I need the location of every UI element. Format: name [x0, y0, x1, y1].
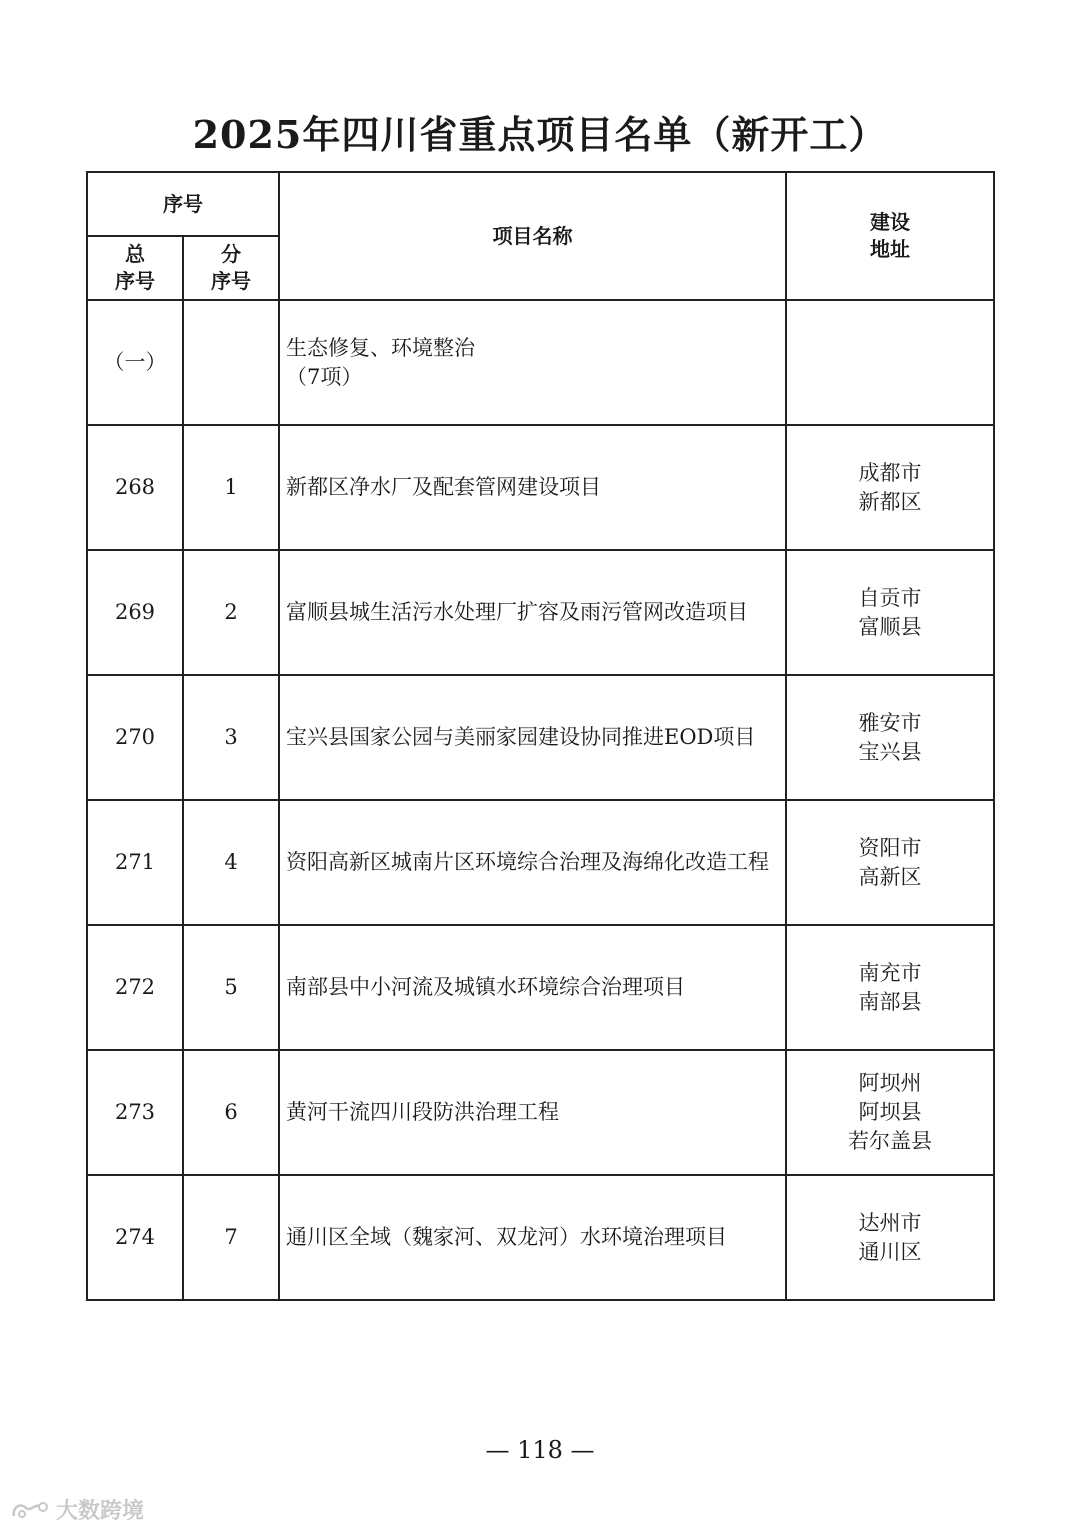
table-row: [87, 675, 994, 800]
project-rows: [87, 425, 994, 1300]
project-name-cell: 黄河干流四川段防洪治理工程: [279, 1050, 786, 1175]
address-cell: 自贡市 富顺县: [786, 550, 994, 675]
total-seq-cell: 268: [87, 425, 183, 550]
table-row: [87, 925, 994, 1050]
table-row: [87, 550, 994, 675]
sub-seq-cell: 2: [183, 550, 279, 675]
header-seq: 序号: [87, 172, 279, 236]
watermark-logo-icon: [10, 1498, 50, 1522]
category-name-cell: [279, 300, 786, 425]
category-label: 生态修复、环境整治: [286, 335, 475, 360]
document-title: 2025年四川省重点项目名单（新开工）: [192, 112, 888, 157]
total-seq-cell: 269: [87, 550, 183, 675]
project-name-cell: 宝兴县国家公园与美丽家园建设协同推进EOD项目: [279, 675, 786, 800]
total-seq-cell: 270: [87, 675, 183, 800]
sub-seq-cell: 5: [183, 925, 279, 1050]
address-cell: 达州市 通川区: [786, 1175, 994, 1300]
total-seq-cell: 273: [87, 1050, 183, 1175]
project-table: [86, 171, 995, 1301]
header-sub-seq: [183, 236, 279, 300]
category-empty-cell: [183, 300, 279, 425]
sub-seq-cell: 3: [183, 675, 279, 800]
project-name-cell: 通川区全域（魏家河、双龙河）水环境治理项目: [279, 1175, 786, 1300]
total-seq-cell: 271: [87, 800, 183, 925]
address-cell: 资阳市 高新区: [786, 800, 994, 925]
project-name-cell: 南部县中小河流及城镇水环境综合治理项目: [279, 925, 786, 1050]
address-cell: 雅安市 宝兴县: [786, 675, 994, 800]
category-index: （一）: [87, 300, 183, 425]
table-row: [87, 1175, 994, 1300]
project-name-cell: 新都区净水厂及配套管网建设项目: [279, 425, 786, 550]
page-number: — 118 —: [485, 1436, 595, 1464]
project-name-cell: 富顺县城生活污水处理厂扩容及雨污管网改造项目: [279, 550, 786, 675]
watermark-text: 大数跨境: [56, 1499, 145, 1524]
header-address: [786, 172, 994, 300]
watermark: [10, 1494, 144, 1525]
category-row: [87, 300, 994, 425]
sub-seq-cell: 1: [183, 425, 279, 550]
table-row: [87, 1050, 994, 1175]
total-seq-cell: 272: [87, 925, 183, 1050]
table-row: [87, 800, 994, 925]
header-row: [87, 172, 994, 236]
address-cell: 成都市 新都区: [786, 425, 994, 550]
sub-seq-cell: 4: [183, 800, 279, 925]
sub-seq-cell: 7: [183, 1175, 279, 1300]
category-address-empty: [786, 300, 994, 425]
header-sub-seq-text: 分 序号: [211, 242, 251, 293]
header-project-name: 项目名称: [279, 172, 786, 300]
address-cell: 阿坝州 阿坝县 若尔盖县: [786, 1050, 994, 1175]
header-total-seq-text: 总 序号: [115, 242, 155, 293]
header-address-text: 建设 地址: [870, 210, 910, 261]
total-seq-cell: 274: [87, 1175, 183, 1300]
project-name-cell: 资阳高新区城南片区环境综合治理及海绵化改造工程: [279, 800, 786, 925]
sub-seq-cell: 6: [183, 1050, 279, 1175]
header-total-seq: [87, 236, 183, 300]
category-count: （7项）: [286, 364, 363, 389]
address-cell: 南充市 南部县: [786, 925, 994, 1050]
table-row: [87, 425, 994, 550]
